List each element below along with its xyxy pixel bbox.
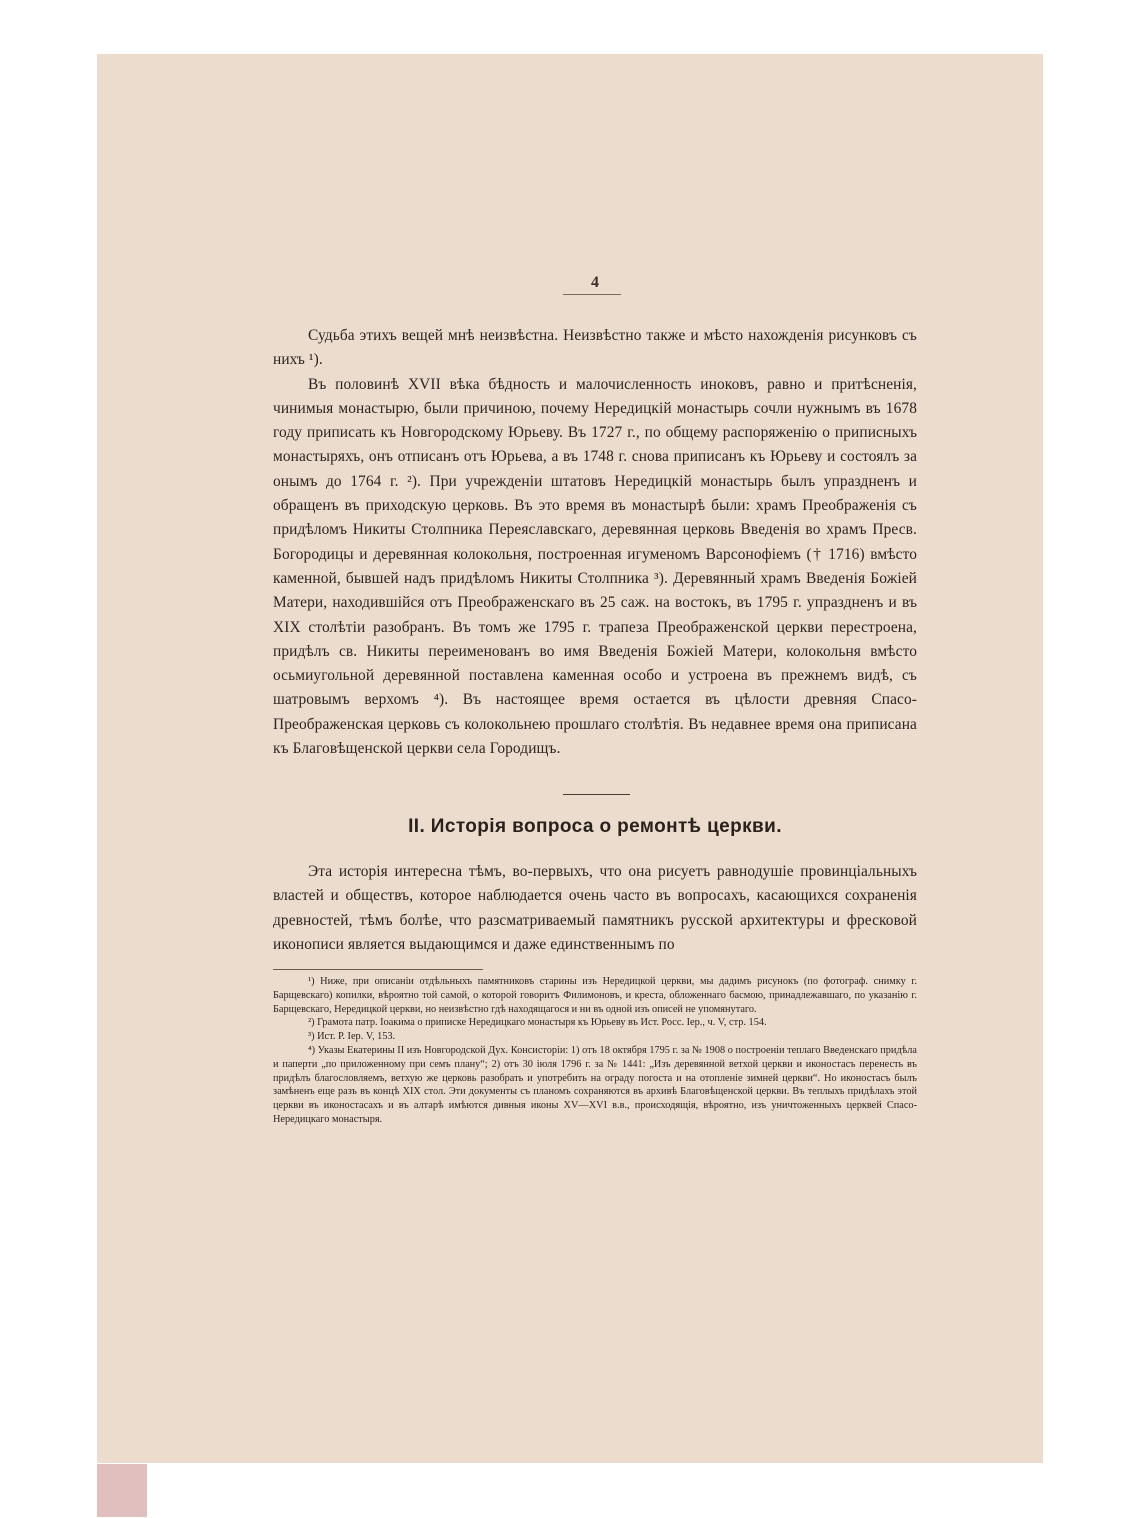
footnote-divider	[273, 969, 483, 970]
section-heading: II. Исторія вопроса о ремонтѣ церкви.	[408, 816, 782, 837]
section-text	[273, 860, 917, 957]
main-text	[273, 324, 917, 761]
page-number-rule	[563, 294, 621, 295]
page-number: 4	[591, 274, 599, 291]
footnotes	[273, 975, 917, 1127]
paragraph: Эта исторія интересна тѣмъ, во-первыхъ, что она рисуетъ равнодушіе провинціальныхъ властей и обществъ, которое наблюдается очень часто въ вопросахъ, касающихся сохраненія древностей, тѣмъ болѣе, что разсматриваемый памятникъ русской архитектуры и фресковой иконописи является выдающимся и даже единственнымъ по	[273, 863, 917, 953]
book-page	[97, 54, 1043, 1463]
page-stain	[97, 1464, 147, 1517]
section-divider	[563, 794, 630, 795]
footnote: ¹) Ниже, при описаніи отдѣльныхъ памятниковъ старины изъ Нередицкой церкви, мы дадимъ рисунокъ (по фотограф. снимку г. Барщевскаго) копилки, вѣроятно той самой, о которой говоритъ Филимоновъ, и креста, обложеннаго басмою, принадлежавшаго, по указанію г. Барщевскаго, Нередицкой церкви, но неизвѣстно гдѣ находящагося и ни въ одной изъ описей не упомянутаго.	[273, 976, 917, 1015]
footnote: ³) Ист. Р. Іер. V, 153.	[308, 1031, 396, 1043]
footnote: ²) Грамота патр. Іоакима о приписке Нередицкаго монастыря къ Юрьеву въ Ист. Росс. Іер., ч. V, стр. 154.	[308, 1017, 767, 1029]
paragraph: Въ половинѣ XVII вѣка бѣдность и малочисленность иноковъ, равно и притѣсненія, чинимыя монастырю, были причиною, почему Нередицкій монастырь сочли нужнымъ въ 1678 году приписать къ Новгородскому Юрьеву. Въ 1727 г., по общему распоряженію о приписныхъ монастыряхъ, онъ отписанъ отъ Юрьева, а въ 1748 г. снова приписанъ къ Юрьеву и состоялъ за онымъ до 1764 г. ²). При учрежденіи штатовъ Нередицкій монастырь былъ упраздненъ и обращенъ въ приходскую церковь. Въ это время въ монастырѣ были: храмъ Преображенія съ придѣломъ Никиты Столпника Переяславскаго, деревянная церковь Введенія во храмъ Пресв. Богородицы и деревянная колокольня, построенная игуменомъ Варсонофіемъ († 1716) вмѣсто каменной, бывшей надъ придѣломъ Никиты Столпника ³). Деревянный храмъ Введенія Божіей Матери, находившійся отъ Преображенскаго въ 25 саж. на востокъ, въ 1795 г. упраздненъ и въ XIX столѣтіи разобранъ. Въ томъ же 1795 г. трапеза Преображенской церкви перестроена, придѣлъ св. Никиты переименованъ во имя Введенія Божіей Матери, колокольня вмѣсто осьмиугольной деревянной поставлена каменная особо и устроена въ прежнемъ видѣ, съ шатровымъ верхомъ ⁴). Въ настоящее время остается въ цѣлости древняя Спасо-Преображенская церковь съ колокольнею прошлаго столѣтія. Въ недавнее время она приписана къ Благовѣщенской церкви села Городищъ.	[273, 375, 917, 758]
paragraph: Судьба этихъ вещей мнѣ неизвѣстна. Неизвѣстно также и мѣсто нахожденія рисунковъ съ нихъ ¹).	[273, 327, 917, 369]
footnote: ⁴) Указы Екатерины II изъ Новгородской Дух. Консисторіи: 1) отъ 18 октября 1795 г. за № 1908 о построеніи теплаго Введенскаго придѣла и паперти „по приложенному при семъ плану“; 2) отъ 30 іюля 1796 г. за № 1441: „Изъ деревянной ветхой церкви и иконостасъ перенесть въ придѣлъ благословляемъ, ветхую же церковь разобрать и употребить на ограду погоста и на отопленіе зимней церкви“. Но иконостасъ былъ замѣненъ еще разъ въ концѣ XIX стол. Эти документы съ планомъ сохраняются въ архивѣ Благовѣщенской церкви. Въ теплыхъ придѣлахъ этой церкви въ иконостасахъ и въ алтарѣ имѣются дивныя иконы XV—XVI в.в., происходящія, вѣроятно, изъ уничтоженныхъ церквей Спасо-Нередицкаго монастыря.	[273, 1044, 917, 1125]
